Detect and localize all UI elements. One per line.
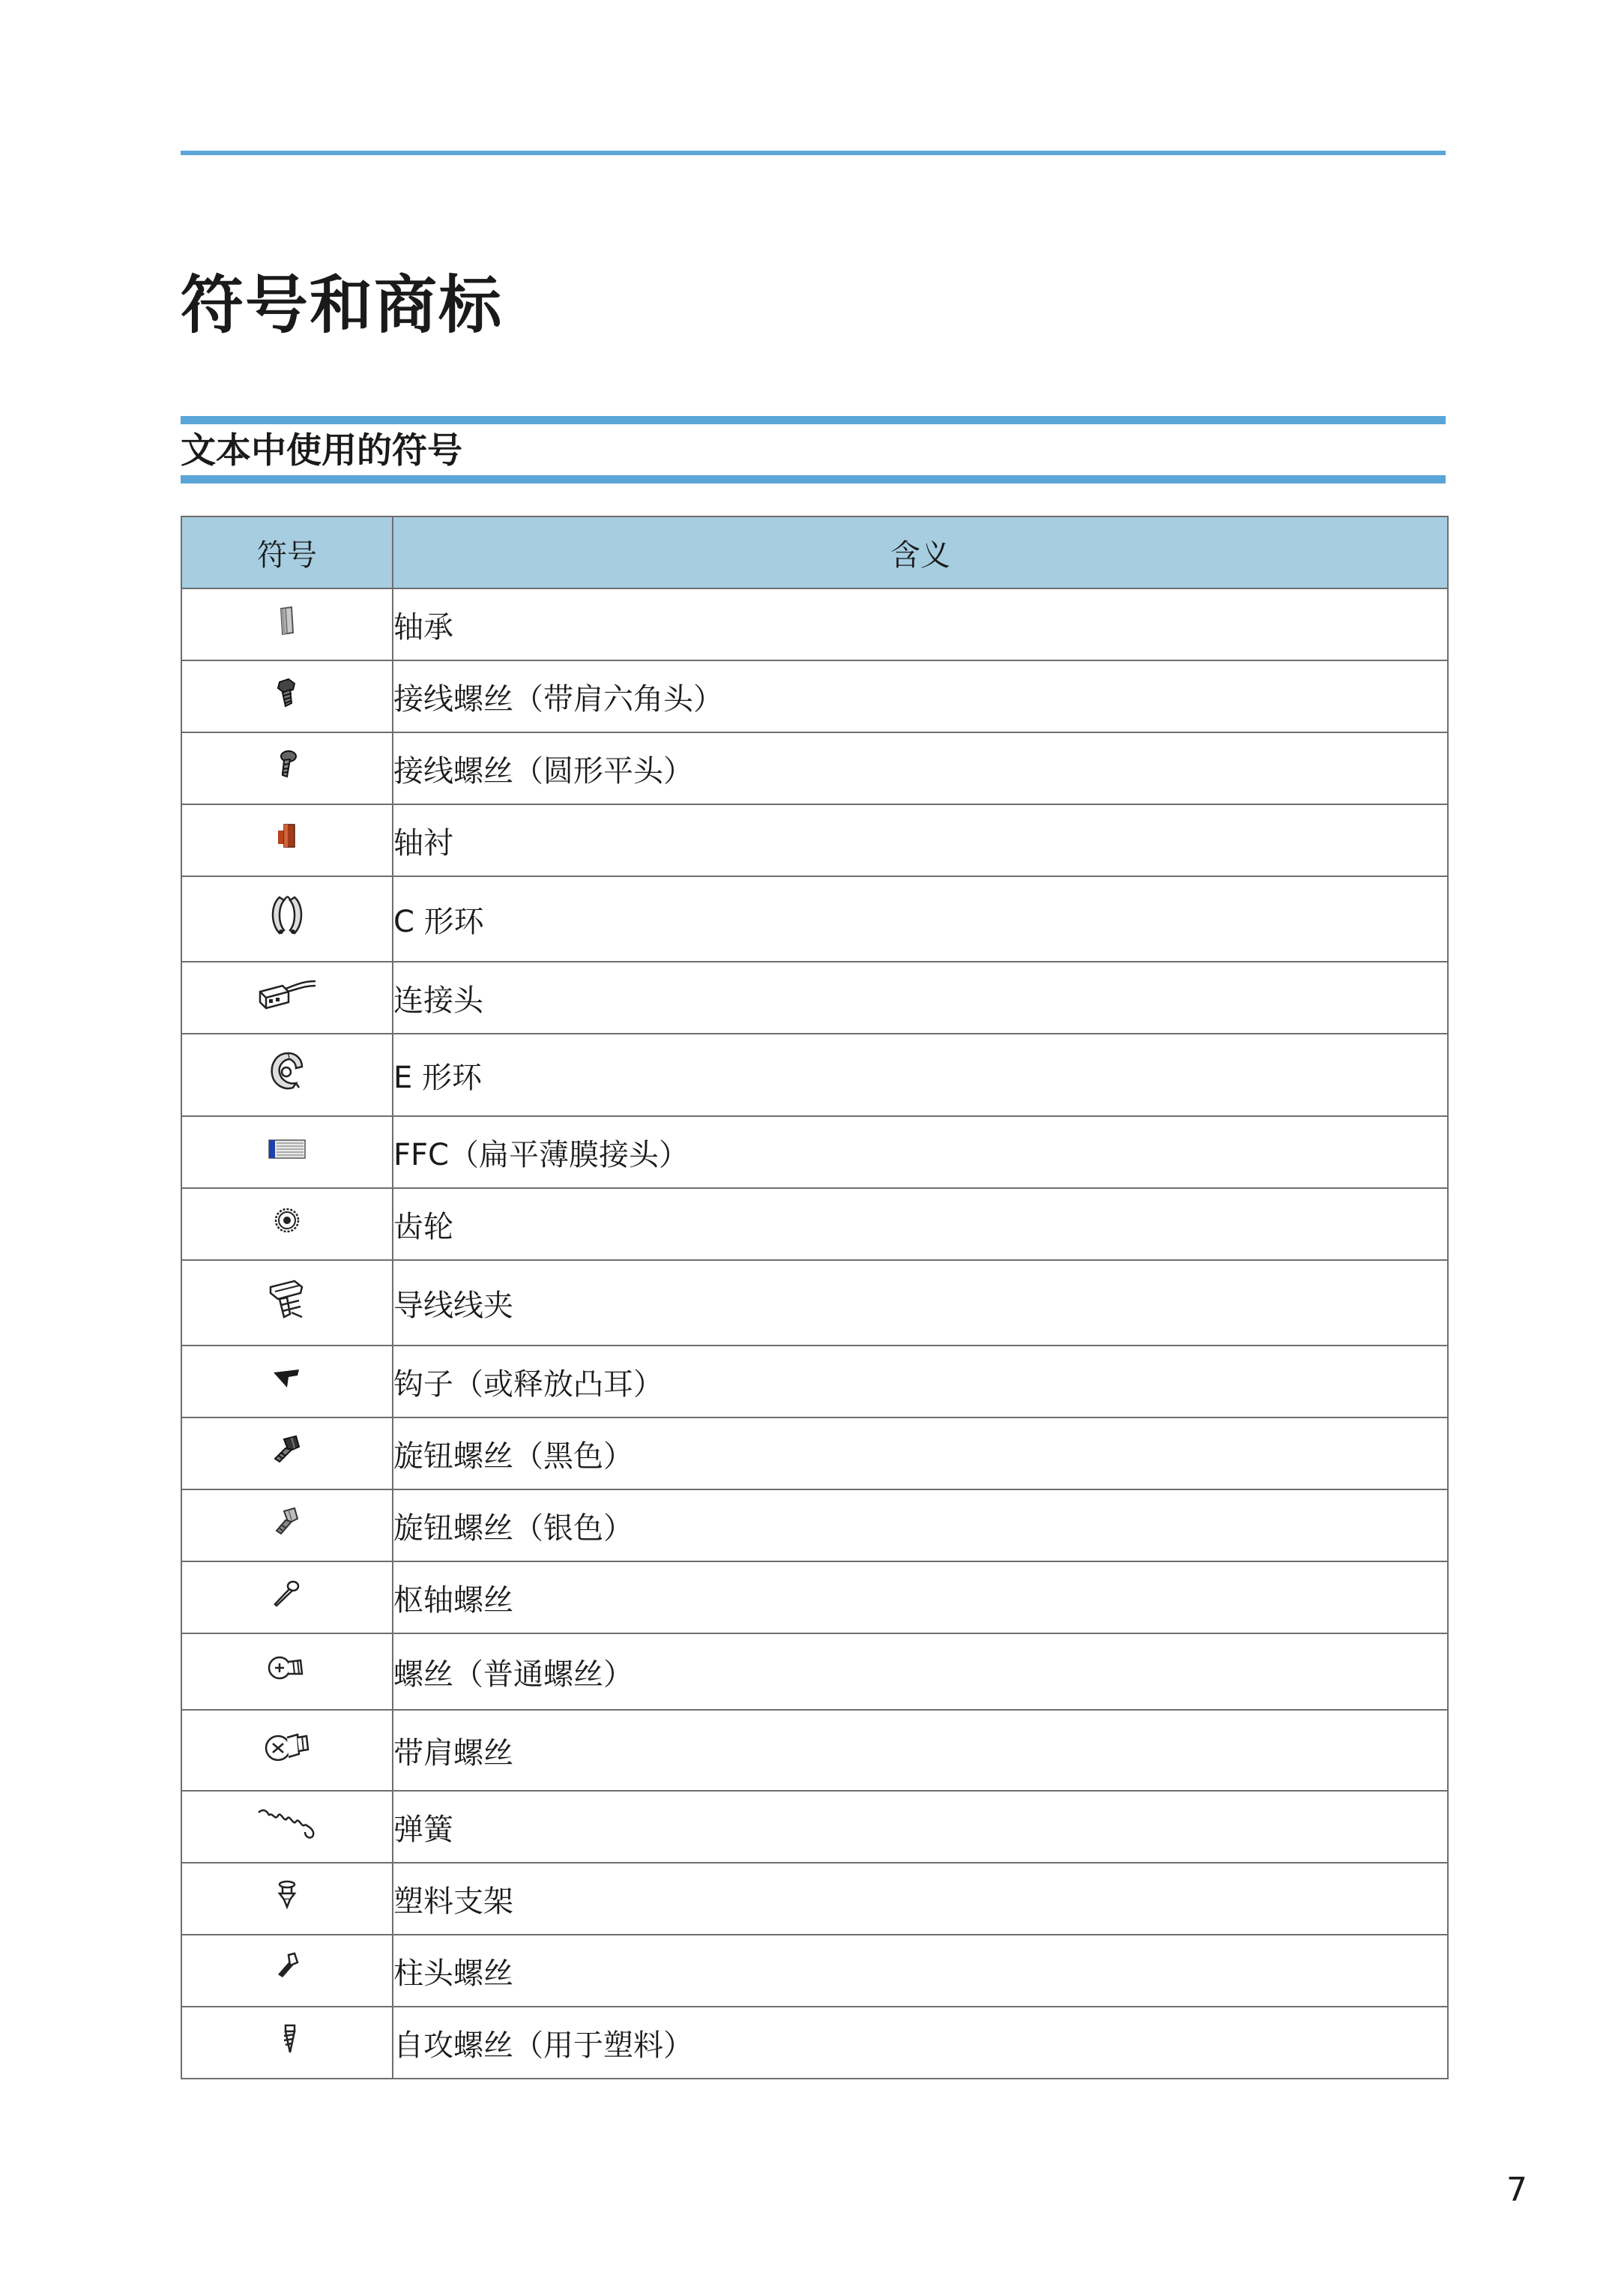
plastic-stand-icon — [272, 1878, 302, 1919]
meaning-cell: 接线螺丝（带肩六角头） — [393, 660, 1448, 732]
page-title: 符号和商标 — [181, 268, 504, 342]
ffc-icon — [266, 1136, 308, 1170]
harness-clamp-icon — [265, 1275, 310, 1331]
table-row — [181, 1188, 1448, 1260]
symbol-cell — [181, 1710, 393, 1791]
symbol-cell — [181, 1034, 393, 1116]
meaning-cell: 导线线夹 — [393, 1260, 1448, 1346]
table-row — [181, 1561, 1448, 1633]
meaning-cell: 轴承 — [393, 588, 1448, 660]
black-knob-screw-icon — [269, 1433, 305, 1474]
e-ring-icon — [266, 1049, 308, 1101]
table-row — [181, 1791, 1448, 1863]
symbol-cell — [181, 1633, 393, 1710]
symbol-cell — [181, 1791, 393, 1863]
spring-icon — [256, 1805, 319, 1848]
table-row — [181, 1116, 1448, 1188]
tapping-screw-icon — [272, 2022, 302, 2063]
table-row — [181, 1863, 1448, 1935]
symbol-cell — [181, 804, 393, 876]
header-symbol: 符号 — [181, 516, 393, 588]
silver-knob-screw-icon — [269, 1505, 305, 1546]
table-row — [181, 1935, 1448, 2007]
pivot-screw-icon — [269, 1577, 305, 1618]
table-row — [181, 1034, 1448, 1116]
meaning-cell: 连接头 — [393, 962, 1448, 1034]
stud-screw-icon — [272, 1950, 302, 1991]
meaning-cell: 钩子（或释放凸耳） — [393, 1346, 1448, 1417]
table-row — [181, 1417, 1448, 1489]
meaning-cell: 轴衬 — [393, 804, 1448, 876]
symbol-cell — [181, 1188, 393, 1260]
symbol-cell — [181, 1346, 393, 1417]
symbol-cell — [181, 962, 393, 1034]
round-flat-wire-screw-icon — [272, 748, 302, 789]
meaning-cell: 带肩螺丝 — [393, 1710, 1448, 1791]
meaning-cell: 塑料支架 — [393, 1863, 1448, 1935]
table-row — [181, 588, 1448, 660]
table-row — [181, 804, 1448, 876]
symbol-cell — [181, 1116, 393, 1188]
bearing-icon — [272, 604, 302, 645]
table-row — [181, 2007, 1448, 2079]
symbol-cell — [181, 2007, 393, 2079]
bushing-icon — [272, 820, 302, 861]
screw-icon — [263, 1647, 311, 1696]
meaning-cell: 旋钮螺丝（银色） — [393, 1489, 1448, 1561]
gear-icon — [272, 1205, 302, 1243]
table-row — [181, 660, 1448, 732]
header-meaning: 含义 — [393, 516, 1448, 588]
meaning-cell: 接线螺丝（圆形平头） — [393, 732, 1448, 804]
table-row — [181, 732, 1448, 804]
hook-icon — [271, 1365, 304, 1399]
symbol-cell — [181, 1935, 393, 2007]
table-row — [181, 1710, 1448, 1791]
table-row — [181, 1260, 1448, 1346]
symbol-cell — [181, 1863, 393, 1935]
meaning-cell: E 形环 — [393, 1034, 1448, 1116]
meaning-cell: 螺丝（普通螺丝） — [393, 1633, 1448, 1710]
table-row — [181, 962, 1448, 1034]
table-row — [181, 1489, 1448, 1561]
shoulder-screw-icon — [260, 1724, 314, 1777]
table-row — [181, 1346, 1448, 1417]
symbol-cell — [181, 1260, 393, 1346]
table-row — [181, 876, 1448, 962]
meaning-cell: 自攻螺丝（用于塑料） — [393, 2007, 1448, 2079]
meaning-cell: 枢轴螺丝 — [393, 1561, 1448, 1633]
meaning-cell: C 形环 — [393, 876, 1448, 962]
section-title: 文本中使用的符号 — [181, 430, 462, 471]
symbol-cell — [181, 732, 393, 804]
connector-icon — [256, 975, 319, 1020]
shoulder-hex-wire-screw-icon — [272, 676, 302, 717]
section-header — [181, 416, 1446, 483]
top-rule — [181, 151, 1446, 155]
meaning-cell: 柱头螺丝 — [393, 1935, 1448, 2007]
symbol-cell — [181, 1489, 393, 1561]
symbol-cell — [181, 588, 393, 660]
table-row — [181, 1633, 1448, 1710]
c-ring-icon — [266, 891, 308, 947]
symbol-cell — [181, 1417, 393, 1489]
meaning-cell: FFC（扁平薄膜接头） — [393, 1116, 1448, 1188]
page-number: 7 — [1506, 2171, 1527, 2209]
symbols-table — [181, 516, 1449, 2079]
symbol-cell — [181, 660, 393, 732]
symbol-cell — [181, 876, 393, 962]
meaning-cell: 旋钮螺丝（黑色） — [393, 1417, 1448, 1489]
symbol-cell — [181, 1561, 393, 1633]
table-header-row — [181, 516, 1448, 588]
meaning-cell: 弹簧 — [393, 1791, 1448, 1863]
meaning-cell: 齿轮 — [393, 1188, 1448, 1260]
